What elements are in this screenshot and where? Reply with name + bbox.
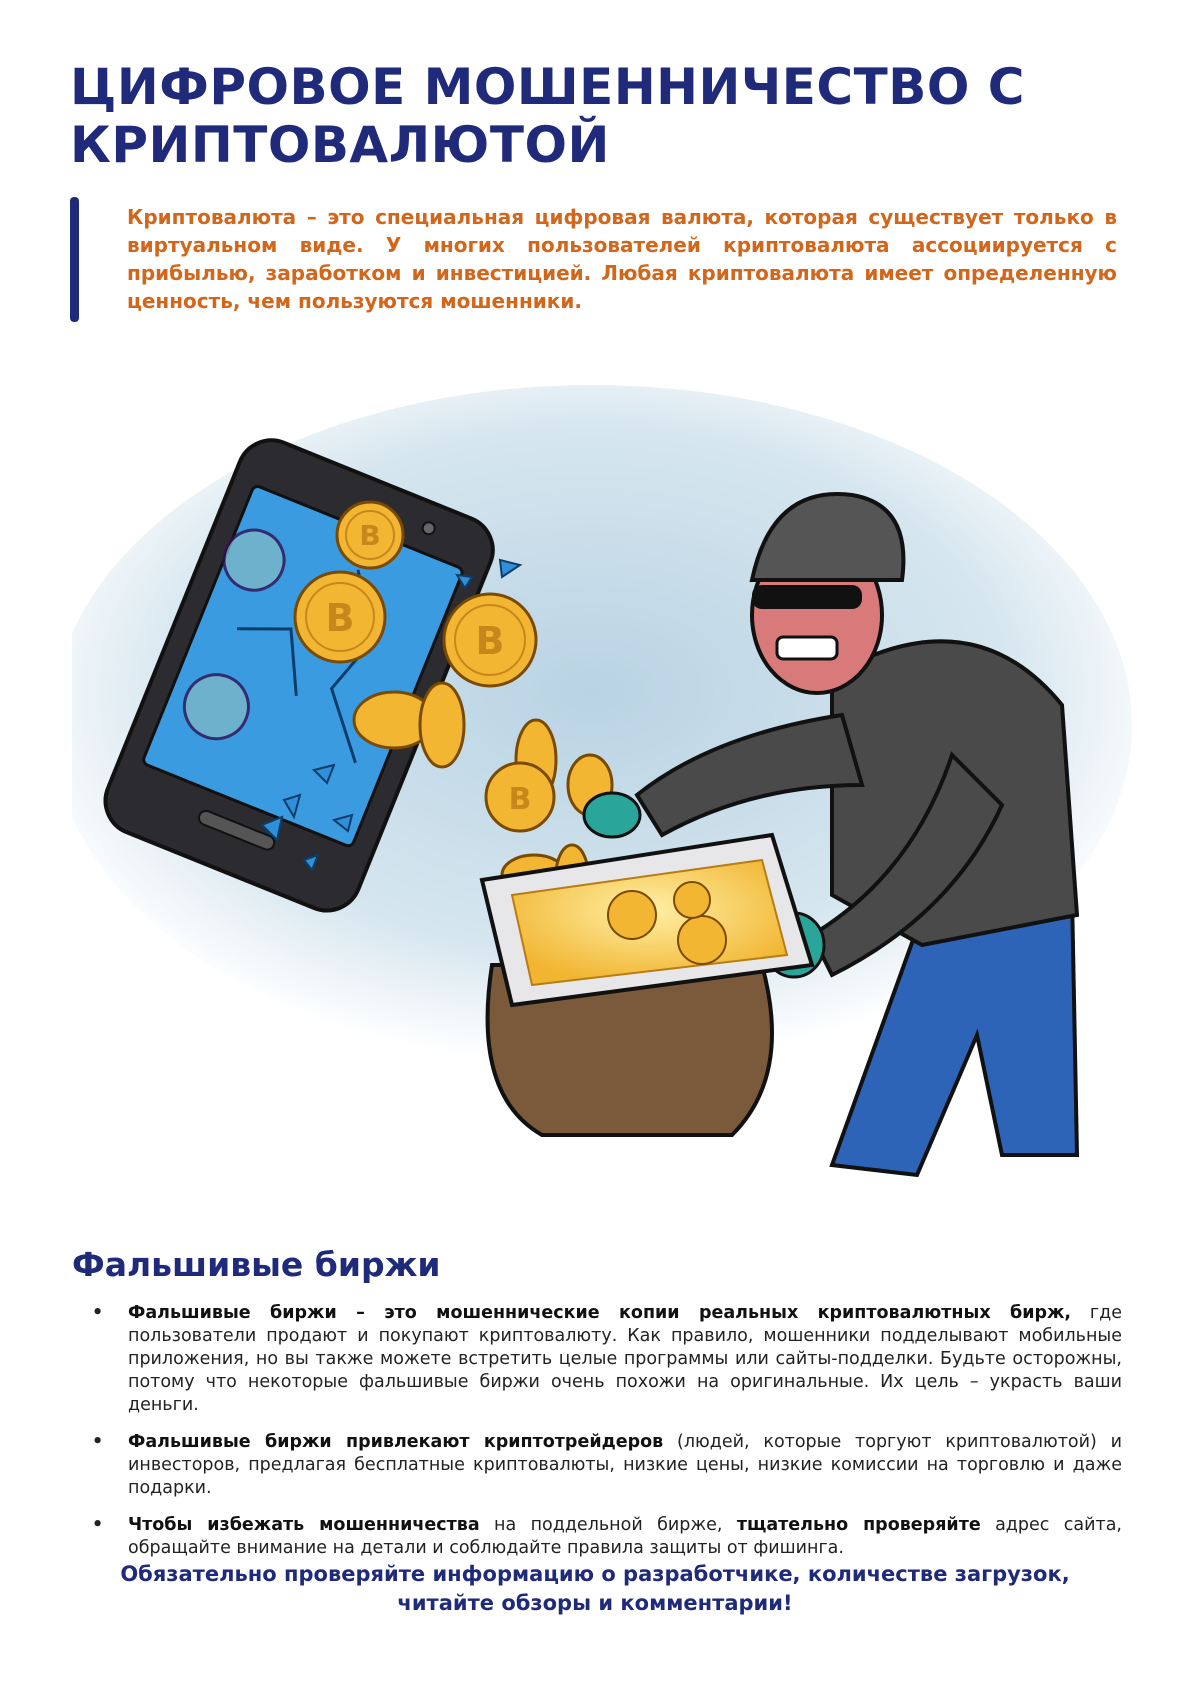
coin-symbol: B xyxy=(475,619,505,663)
coin-symbol: B xyxy=(359,519,381,552)
bullet-text: адрес сайта, обращайте внимание на детали и соблюдайте правила защиты от фишинга. xyxy=(128,1515,1122,1558)
coin-icon xyxy=(420,683,464,767)
intro-accent-bar xyxy=(70,197,79,322)
page-title: ЦИФРОВОЕ МОШЕННИЧЕСТВО С КРИПТОВАЛЮТОЙ xyxy=(70,58,1025,174)
coin-symbol: B xyxy=(325,596,355,640)
sunglasses-icon xyxy=(752,585,862,609)
bullet-emphasis: Фальшивые биржи привлекают криптотрейдеров xyxy=(128,1432,664,1452)
bullet-text: (людей, которые торгуют криптовалютой) и инвесторов, предлагая бесплатные криптовалюты, низкие цены, низкие комиссии на торговлю и даже подарки. xyxy=(128,1432,1122,1498)
teeth xyxy=(777,637,837,659)
coin-icon xyxy=(486,763,554,831)
coin-icon xyxy=(678,916,726,964)
bullet-emphasis: Чтобы избежать мошенничества xyxy=(128,1515,480,1535)
list-item xyxy=(92,1431,1122,1500)
bullet-text: где пользователи продают и покупают криптовалюту. Как правило, мошенники подделывают мобильные приложения, но вы также можете встретить целые программы или сайты-подделки. Будьте осторожны, потому что некоторые фальшивые биржи очень похожи на оригинальные. Их цель – украсть ваши деньги. xyxy=(128,1303,1122,1415)
list-item xyxy=(92,1514,1122,1560)
bullet-text: на поддельной бирже, xyxy=(479,1515,737,1535)
coin-icon xyxy=(608,891,656,939)
bullet-marker: • xyxy=(92,1515,104,1535)
illustration-thief-stealing-crypto xyxy=(72,355,1152,1235)
list-item xyxy=(92,1302,1122,1417)
section-heading: Фальшивые биржи xyxy=(72,1245,441,1284)
money-bag xyxy=(482,835,812,1135)
bullet-emphasis: Фальшивые биржи – это мошеннические копии реальных криптовалютных бирж, xyxy=(128,1303,1072,1323)
glove-left xyxy=(584,793,640,837)
bullet-emphasis: тщательно проверяйте xyxy=(736,1515,981,1535)
coin-icon xyxy=(337,502,403,568)
intro-paragraph: Криптовалюта – это специальная цифровая валюта, которая существует только в виртуальном виде. У многих пользователей криптовалюта ассоциируется с прибылью, заработком и инвестицией. Любая криптовалюта имеет определенную ценность, чем пользуются мошенники. xyxy=(127,205,1117,313)
closing-callout: Обязательно проверяйте информацию о разработчике, количестве загрузок, читайте обзоры и комментарии! xyxy=(120,1562,1070,1615)
bullet-marker: • xyxy=(92,1432,104,1452)
bullet-list xyxy=(92,1302,1122,1574)
coin-icon xyxy=(444,594,536,686)
coin-icon xyxy=(295,572,385,662)
coin-icon xyxy=(674,882,710,918)
bullet-marker: • xyxy=(92,1303,104,1323)
coin-symbol: B xyxy=(508,782,532,817)
